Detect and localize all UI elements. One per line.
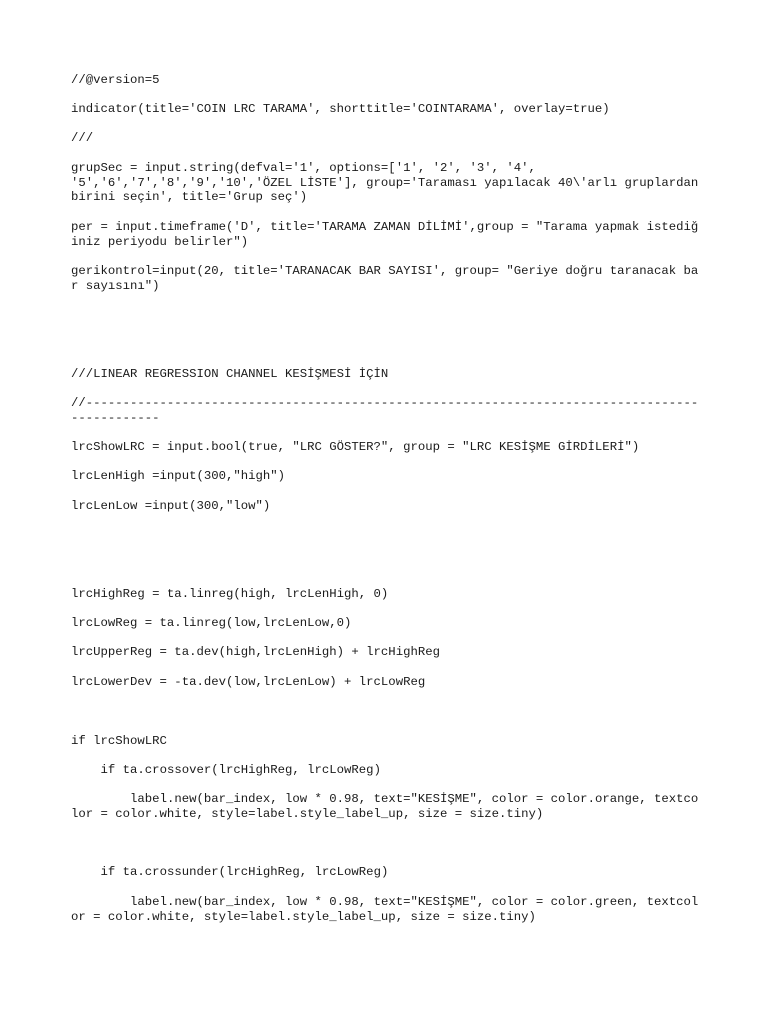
code-line-lrclenlow: lrcLenLow =input(300,"low") bbox=[71, 499, 271, 513]
code-line-lrclowerdev: lrcLowerDev = -ta.dev(low,lrcLenLow) + lrcLowReg bbox=[71, 675, 426, 689]
code-line-lrcshowlrc: lrcShowLRC = input.bool(true, "LRC GÖSTER?", group = "LRC KESİŞME GİRDİLERİ") bbox=[71, 440, 640, 454]
code-line-lrclenhigh: lrcLenHigh =input(300,"high") bbox=[71, 469, 286, 483]
code-line-version: //@version=5 bbox=[71, 73, 160, 87]
code-line-per: per = input.timeframe('D', title='TARAMA ZAMAN DİLİMİ',group = "Tarama yapmak istediğiniz periyodu belirler") bbox=[71, 220, 699, 249]
code-line-if-crossover: if ta.crossover(lrcHighReg, lrcLowReg) bbox=[71, 763, 381, 777]
code-line-dashed-divider: //----------------------------------------------------------------------------------------------- bbox=[71, 396, 699, 425]
code-line-label-orange: label.new(bar_index, low * 0.98, text="KESİŞME", color = color.orange, textcolor = color.white, style=label.style_label_up, size = size.tiny) bbox=[71, 792, 699, 821]
code-line-comment-separator: /// bbox=[71, 131, 94, 145]
code-line-grupsec: grupSec = input.string(defval='1', options=['1', '2', '3', '4', '5','6','7','8','9','10','ÖZEL LİSTE'], group='Taraması yapılacak 40\'arlı gruplardan birini seçin', title='Grup seç') bbox=[71, 161, 706, 205]
code-line-label-green: label.new(bar_index, low * 0.98, text="KESİŞME", color = color.green, textcolor = color.white, style=label.style_label_up, size = size.tiny) bbox=[71, 895, 699, 924]
code-line-lrc-heading: ///LINEAR REGRESSION CHANNEL KESİŞMESİ İÇİN bbox=[71, 367, 389, 381]
code-line-lrclowreg: lrcLowReg = ta.linreg(low,lrcLenLow,0) bbox=[71, 616, 352, 630]
code-line-lrcupperreg: lrcUpperReg = ta.dev(high,lrcLenHigh) + lrcHighReg bbox=[71, 645, 440, 659]
code-line-indicator: indicator(title='COIN LRC TARAMA', shorttitle='COINTARAMA', overlay=true) bbox=[71, 102, 610, 116]
code-line-if-crossunder: if ta.crossunder(lrcHighReg, lrcLowReg) bbox=[71, 865, 389, 879]
code-line-if-show: if lrcShowLRC bbox=[71, 734, 167, 748]
code-line-gerikontrol: gerikontrol=input(20, title='TARANACAK BAR SAYISI', group= "Geriye doğru taranacak bar sayısını") bbox=[71, 264, 699, 293]
code-line-lrchighreg: lrcHighReg = ta.linreg(high, lrcLenHigh, 0) bbox=[71, 587, 389, 601]
